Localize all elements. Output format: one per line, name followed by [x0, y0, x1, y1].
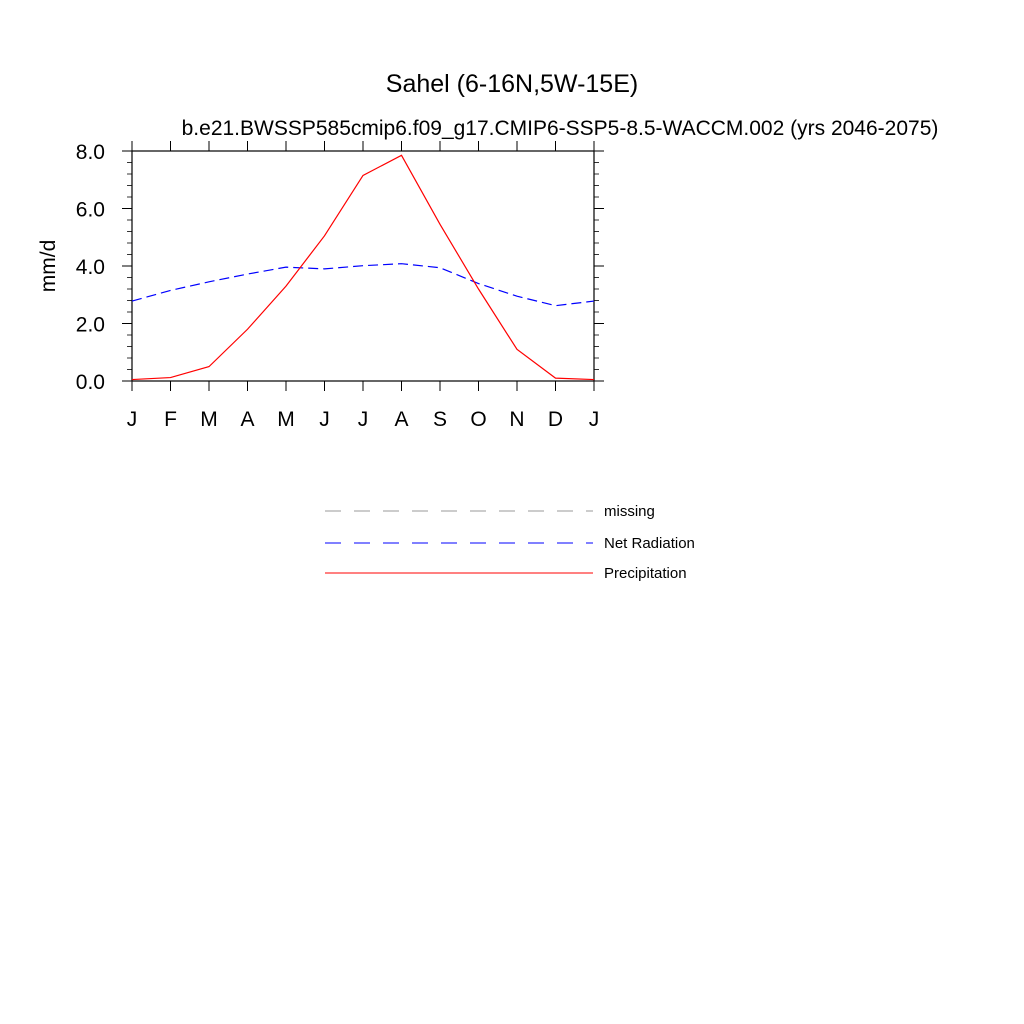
chart-title: Sahel (6-16N,5W-15E) — [385, 70, 639, 98]
precipitation-line — [132, 155, 594, 379]
y-tick-label: 0.0 — [75, 371, 105, 394]
x-tick-label: A — [240, 408, 255, 431]
y-tick-labels — [76, 141, 105, 394]
y-tick-label: 4.0 — [75, 256, 105, 279]
x-tick-label: M — [277, 408, 295, 431]
y-tick-label: 8.0 — [75, 141, 105, 164]
y-tick-label: 6.0 — [75, 198, 105, 222]
x-tick-label: N — [509, 408, 525, 431]
legend — [325, 503, 695, 582]
x-tick-label: J — [357, 408, 369, 431]
x-tick-label: J — [319, 408, 330, 431]
chart-subtitle: b.e21.BWSSP585cmip6.f09_g17.CMIP6-SSP5-8.5-WACCM.002 (yrs 2046-2075) — [181, 117, 939, 140]
x-tick-label: A — [394, 408, 409, 431]
x-tick-label: S — [432, 408, 448, 431]
net-radiation-line — [132, 264, 594, 306]
y-tick-label: 2.0 — [75, 313, 105, 337]
x-tick-label: D — [547, 408, 564, 431]
legend-label-precipitation: Precipitation — [604, 565, 687, 582]
x-tick-labels — [127, 408, 600, 431]
legend-label-missing: missing — [604, 503, 655, 520]
series-lines — [132, 155, 594, 379]
x-tick-label: F — [164, 408, 177, 431]
y-axis-label: mm/d — [37, 239, 60, 293]
legend-label-net-radiation: Net Radiation — [604, 535, 695, 552]
x-tick-label: O — [470, 408, 487, 431]
x-tick-label: J — [588, 408, 600, 431]
x-tick-label: J — [126, 408, 138, 431]
x-tick-label: M — [200, 408, 218, 431]
